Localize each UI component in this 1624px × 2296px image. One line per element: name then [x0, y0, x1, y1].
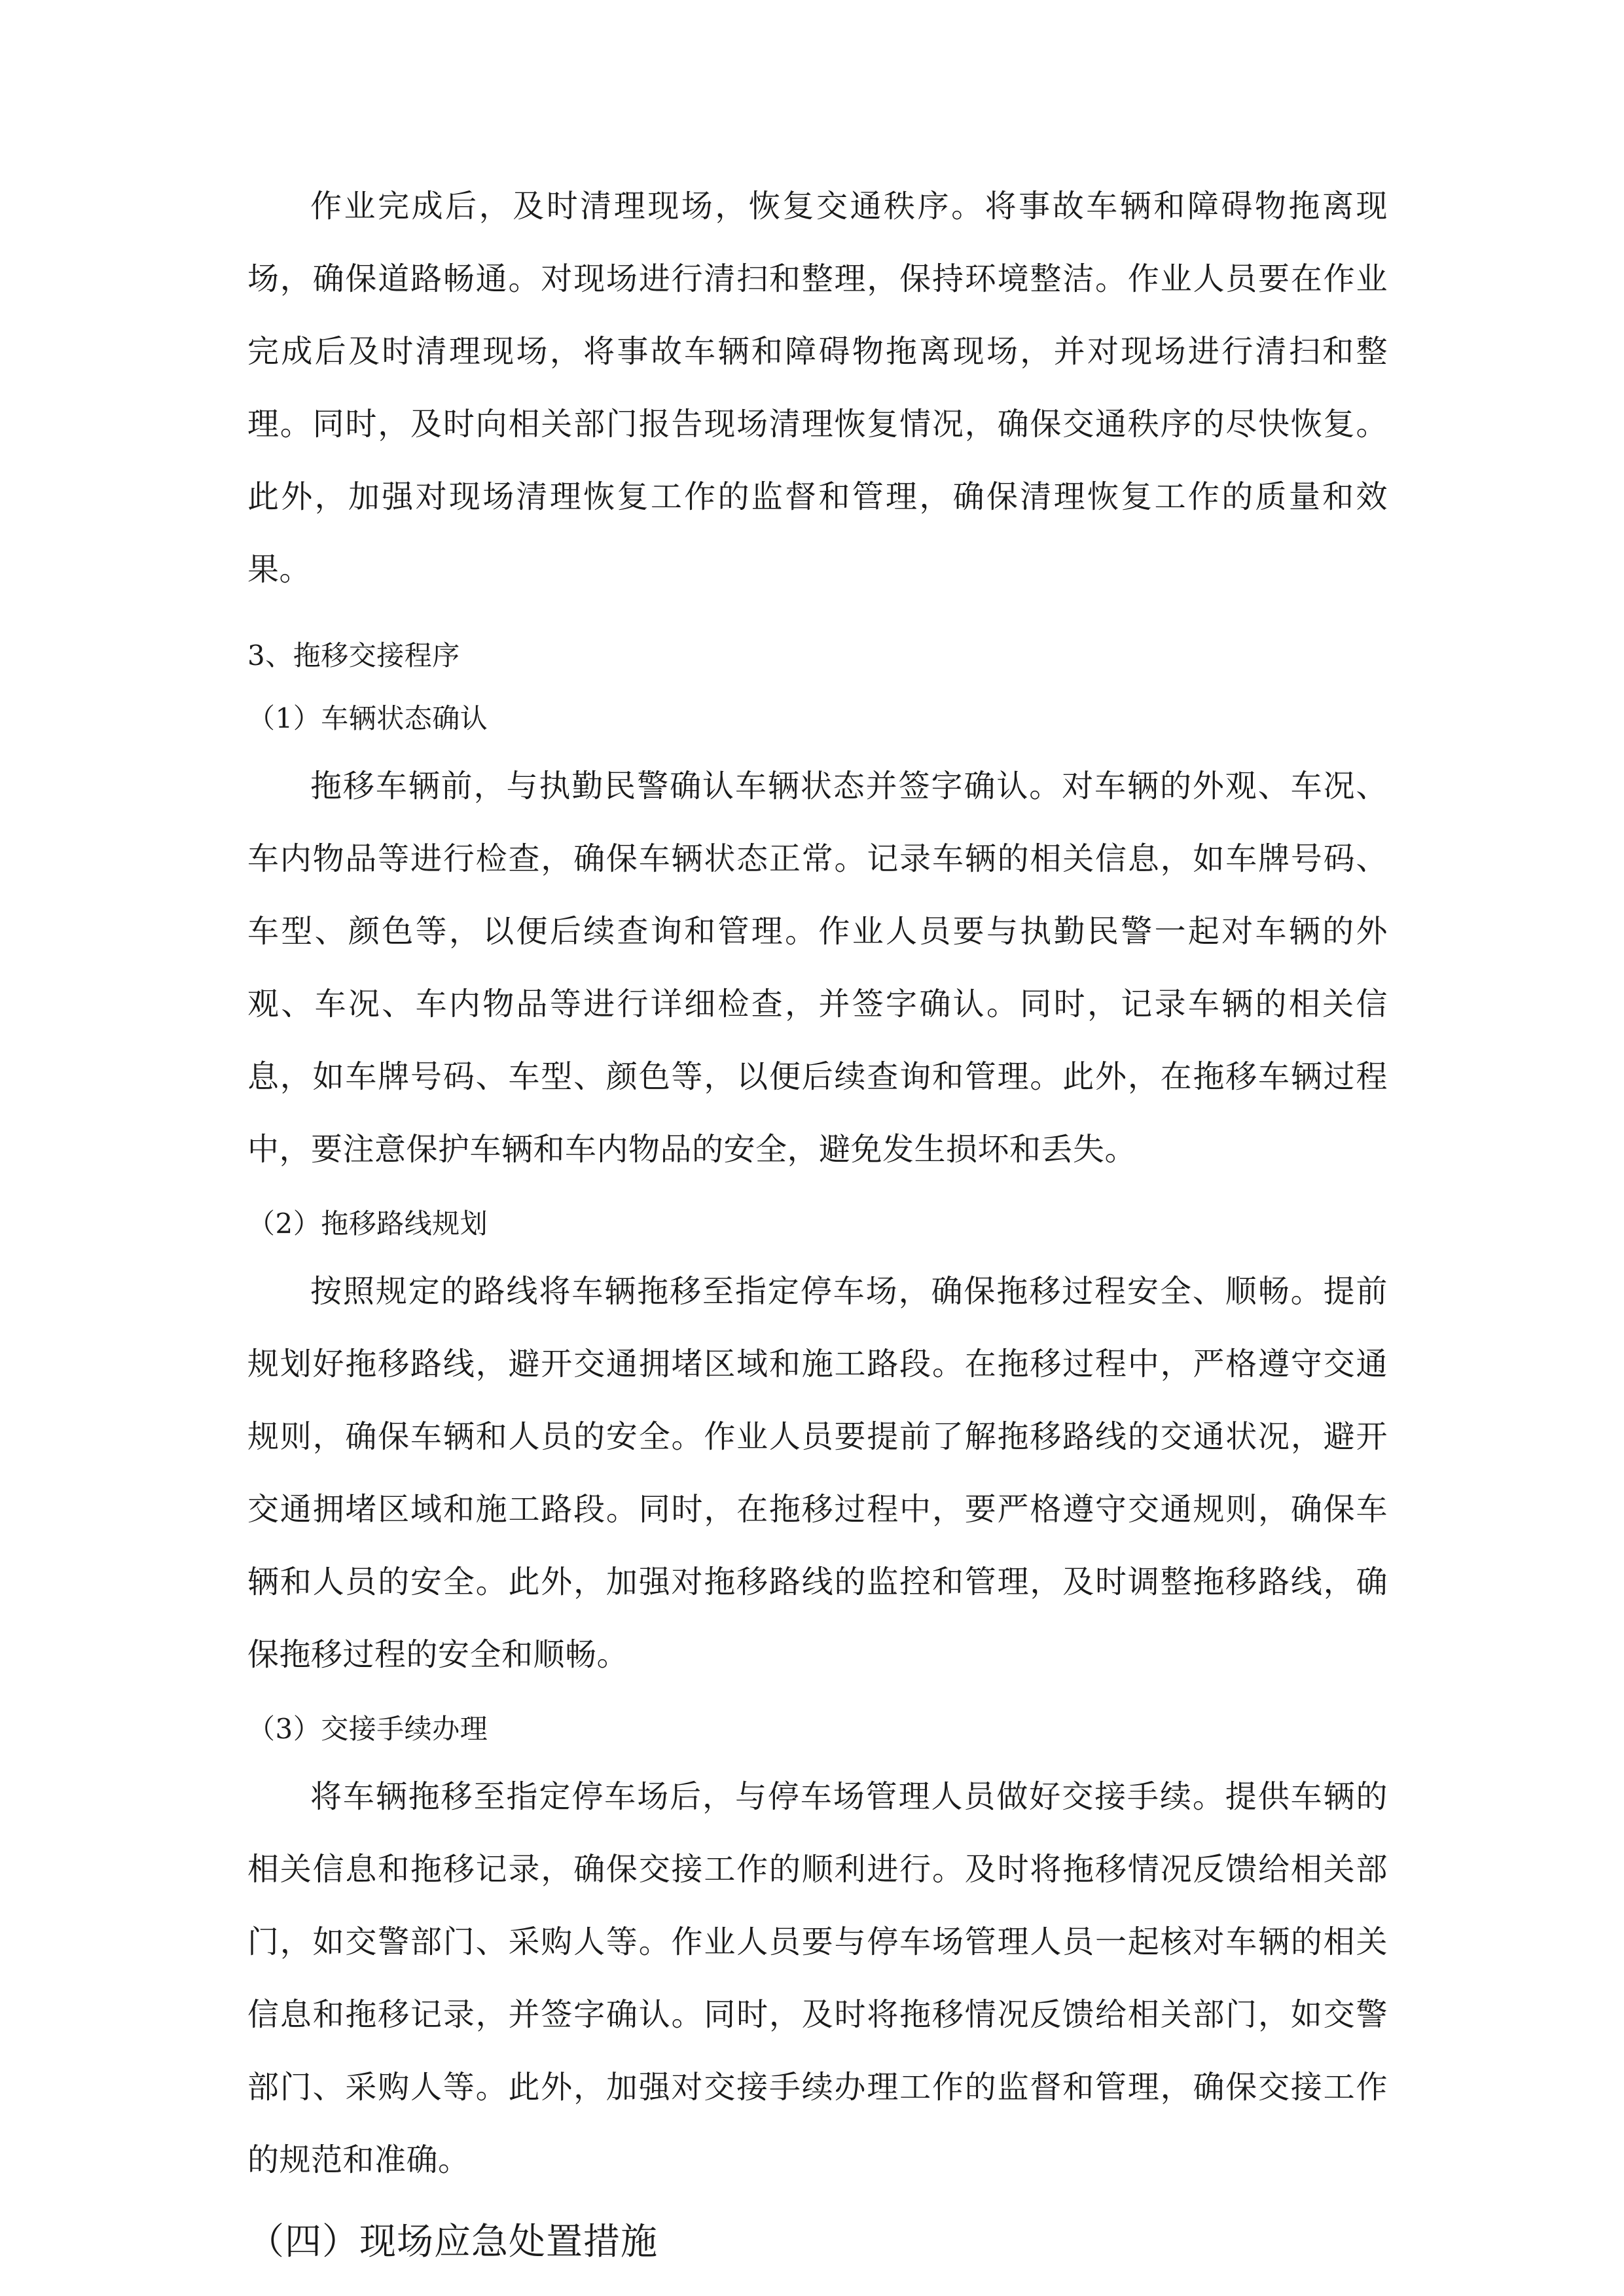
- spacer: [247, 1186, 1388, 1193]
- subsection-3-title: （3）交接手续办理: [247, 1713, 488, 1745]
- subsection-2-body: 按照规定的路线将车辆拖移至指定停车场，确保拖移过程安全、顺畅。提前规划好拖移路线，避开交通拥堵区域和施工路段。在拖移过程中，严格遵守交通规则，确保车辆和人员的安全。作业人员要提前了解拖移路线的交通状况，避开交通拥堵区域和施工路段。同时，在拖移过程中，要严格遵守交通规则，确保车辆和人员的安全。此外，加强对拖移路线的监控和管理，及时调整拖移路线，确保拖移过程的安全和顺畅。: [247, 1273, 1388, 1673]
- section-4-heading: （四）现场应急处置措施: [247, 2221, 658, 2263]
- subsection-1-body: 拖移车辆前，与执勤民警确认车辆状态并签字确认。对车辆的外观、车况、车内物品等进行检查，确保车辆状态正常。记录车辆的相关信息，如车牌号码、车型、颜色等，以便后续查询和管理。作业人员要与执勤民警一起对车辆的外观、车况、车内物品等进行详细检查，并签字确认。同时，记录车辆的相关信息，如车牌号码、车型、颜色等，以便后续查询和管理。此外，在拖移车辆过程中，要注意保护车辆和车内物品的安全，避免发生损坏和丢失。: [247, 768, 1388, 1168]
- intro-paragraph: 作业完成后，及时清理现场，恢复交通秩序。将事故车辆和障碍物拖离现场，确保道路畅通。对现场进行清扫和整理，保持环境整洁。作业人员要在作业完成后及时清理现场，将事故车辆和障碍物拖离现场，并对现场进行清扫和整理。同时，及时向相关部门报告现场清理恢复情况，确保交通秩序的尽快恢复。此外，加强对现场清理恢复工作的监督和管理，确保清理恢复工作的质量和效果。: [247, 188, 1388, 588]
- page-content: [247, 170, 1388, 2288]
- spacer: [247, 606, 1388, 624]
- section-3-title: 3、拖移交接程序: [247, 639, 460, 672]
- spacer: [247, 1691, 1388, 1698]
- subsection-3-body: 将车辆拖移至指定停车场后，与停车场管理人员做好交接手续。提供车辆的相关信息和拖移记录，确保交接工作的顺利进行。及时将拖移情况反馈给相关部门，如交警部门、采购人等。作业人员要与停车场管理人员一起核对车辆的相关信息和拖移记录，并签字确认。同时，及时将拖移情况反馈给相关部门，如交警部门、采购人等。此外，加强对交接手续办理工作的监督和管理，确保交接工作的规范和准确。: [247, 1778, 1388, 2178]
- subsection-2-title: （2）拖移路线规划: [247, 1208, 488, 1240]
- subsection-1-title: （1）车辆状态确认: [247, 702, 488, 734]
